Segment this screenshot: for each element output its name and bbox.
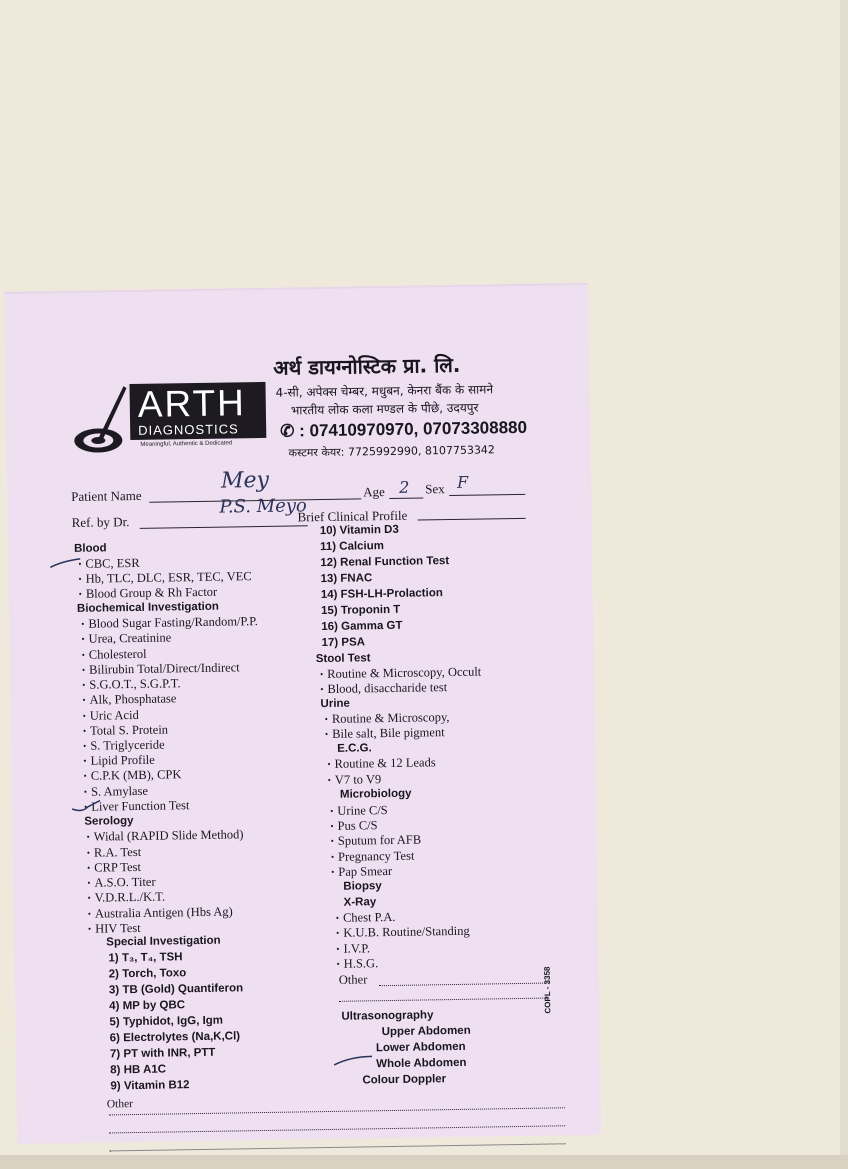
test-item: • R.A. Test [87, 845, 142, 861]
test-item: • Pus C/S [330, 818, 377, 834]
customer-care: कस्टमर केयर: 7725992990, 8107753342 [288, 443, 495, 460]
test-item: • Routine & Microscopy, Occult [320, 665, 481, 683]
age-line [389, 497, 423, 499]
test-item: • Uric Acid [83, 708, 139, 724]
section-blood: Blood [73, 542, 107, 555]
test-item: 8) HB A1C [110, 1063, 167, 1077]
test-item: • Urine C/S [330, 803, 388, 819]
test-item: • S.G.O.T., S.G.P.T. [82, 676, 181, 693]
section-urine: Urine [320, 697, 351, 711]
sex-line [449, 494, 525, 496]
test-item: 14) FSH-LH-Prolaction [320, 587, 443, 602]
test-item: 1) T₃, T₄, TSH [108, 951, 183, 965]
test-item: • Blood Group & Rh Factor [79, 585, 218, 602]
test-item: • A.S.O. Titer [87, 875, 156, 891]
test-item: • Blood Sugar Fasting/Random/P.P. [81, 614, 258, 632]
tick-mark-icon [70, 798, 104, 815]
test-item: 6) Electrolytes (Na,K,Cl) [109, 1030, 241, 1045]
ref-doctor-value: P.S. Meyo [219, 495, 307, 518]
test-item: 15) Troponin T [320, 603, 401, 618]
test-item: • Cholesterol [82, 647, 147, 663]
other-line [109, 1125, 565, 1133]
test-item: • Routine & 12 Leads [327, 755, 435, 772]
test-item: • Bile salt, Bile pigment [325, 725, 445, 742]
patient-name-label: Patient Name [71, 487, 142, 504]
test-requisition-slip [4, 283, 601, 1144]
test-item: • CRP Test [87, 860, 141, 876]
test-item: 9) Vitamin B12 [110, 1079, 190, 1093]
other-line [109, 1143, 565, 1151]
ref-doctor-label: Ref. by Dr. [71, 514, 130, 530]
logo [129, 382, 266, 440]
test-item: • HIV Test [88, 921, 141, 937]
background-edge [840, 0, 848, 1169]
phone-numbers: ✆ : 07410970970, 07073308880 [280, 417, 528, 441]
test-item: • Pregnancy Test [331, 849, 415, 865]
test-item: 17) PSA [321, 636, 366, 650]
logo-pen-icon [71, 380, 130, 461]
test-item: • Bilirubin Total/Direct/Indirect [82, 660, 240, 677]
logo-text: ARTH [137, 382, 247, 425]
clinical-profile-label: Brief Clinical Profile [297, 507, 408, 525]
other-line-right [339, 998, 549, 1002]
test-item: 11) Calcium [319, 540, 385, 554]
test-item: 10) Vitamin D3 [319, 523, 399, 538]
tick-mark-icon [48, 557, 82, 572]
test-item: • Routine & Microscopy, [325, 710, 450, 727]
test-item: • V.D.R.L./K.T. [87, 890, 165, 906]
test-item: • Total S. Protein [83, 722, 168, 738]
section-ecg: E.C.G. [337, 742, 372, 755]
test-item: • I.V.P. [336, 941, 370, 957]
age-label: Age [363, 484, 385, 500]
test-item: • Sputum for AFB [331, 833, 422, 849]
test-item: 7) PT with INR, PTT [109, 1046, 216, 1061]
logo-subtext: DIAGNOSTICS [138, 421, 239, 438]
test-item: • Lipid Profile [83, 753, 155, 769]
test-item: • C.P.K (MB), CPK [83, 767, 181, 784]
test-item: • Pap Smear [331, 864, 392, 880]
other-line-right [379, 983, 549, 987]
test-item: • Urea, Creatinine [81, 630, 171, 646]
test-item: 3) TB (Gold) Quantiferon [108, 982, 244, 997]
test-item: Upper Abdomen [381, 1024, 471, 1039]
test-item: 5) Typhidot, IgG, Igm [109, 1014, 224, 1029]
test-item: Whole Abdomen [376, 1056, 467, 1071]
form-code: COPL - 3358 [542, 966, 553, 1014]
test-item: • Alk, Phosphatase [82, 691, 176, 707]
section-special-investigation: Special Investigation [106, 934, 221, 949]
tick-mark-icon [332, 1052, 374, 1067]
test-item: • K.U.B. Routine/Standing [336, 924, 470, 941]
test-item: • H.S.G. [336, 956, 378, 972]
section-serology: Serology [84, 815, 134, 828]
test-item: 4) MP by QBC [109, 999, 186, 1013]
section-ultrasonography: Ultrasonography [341, 1009, 434, 1023]
test-item: Colour Doppler [362, 1073, 447, 1087]
address-line-2: भारतीय लोक कला मण्डल के पीछे, उदयपुर [290, 400, 479, 418]
address-line-1: 4-सी, अपेक्स चेम्बर, मधुबन, केनरा बैंक के सामने [275, 382, 494, 400]
other-label-left: Other [106, 1098, 134, 1111]
clinical-profile-line [418, 518, 526, 521]
test-item: • V7 to V9 [328, 772, 382, 788]
test-item: • Chest P.A. [336, 910, 396, 926]
other-label-right: Other [338, 972, 368, 987]
test-item: 13) FNAC [320, 572, 373, 586]
test-item: • Blood, disaccharide test [320, 680, 447, 697]
test-item: • CBC, ESR [78, 556, 140, 572]
section-biochemical: Biochemical Investigation [76, 600, 219, 615]
test-item: • Australia Antigen (Hbs Ag) [88, 904, 233, 921]
section-microbiology: Microbiology [339, 787, 412, 801]
patient-name-value: Mey [220, 467, 270, 494]
ref-doctor-line [140, 525, 308, 529]
test-item: • S. Amylase [84, 784, 148, 800]
test-item: • S. Triglyceride [83, 738, 165, 754]
test-item: 2) Torch, Toxo [108, 967, 187, 981]
section-stool: Stool Test [315, 652, 371, 666]
test-item: 16) Gamma GT [321, 619, 403, 634]
background-edge-bottom [0, 1155, 848, 1169]
test-item: Lower Abdomen [375, 1040, 466, 1055]
test-item: • Widal (RAPID Slide Method) [86, 827, 243, 844]
age-value: 2 [398, 477, 410, 497]
sex-value: F [456, 472, 469, 492]
logo-tagline: Meaningful, Authentic & Dedicated [140, 440, 233, 448]
other-line [109, 1107, 565, 1115]
test-item: • Liver Function Test [84, 798, 190, 815]
test-item: 12) Renal Function Test [320, 555, 450, 570]
sex-label: Sex [425, 481, 445, 497]
section-xray: X-Ray [343, 896, 377, 909]
test-item: • Hb, TLC, DLC, ESR, TEC, VEC [78, 569, 251, 587]
section-biopsy: Biopsy [343, 880, 382, 893]
company-name-hindi: अर्थ डायग्नोस्टिक प्रा. लि. [273, 352, 461, 380]
